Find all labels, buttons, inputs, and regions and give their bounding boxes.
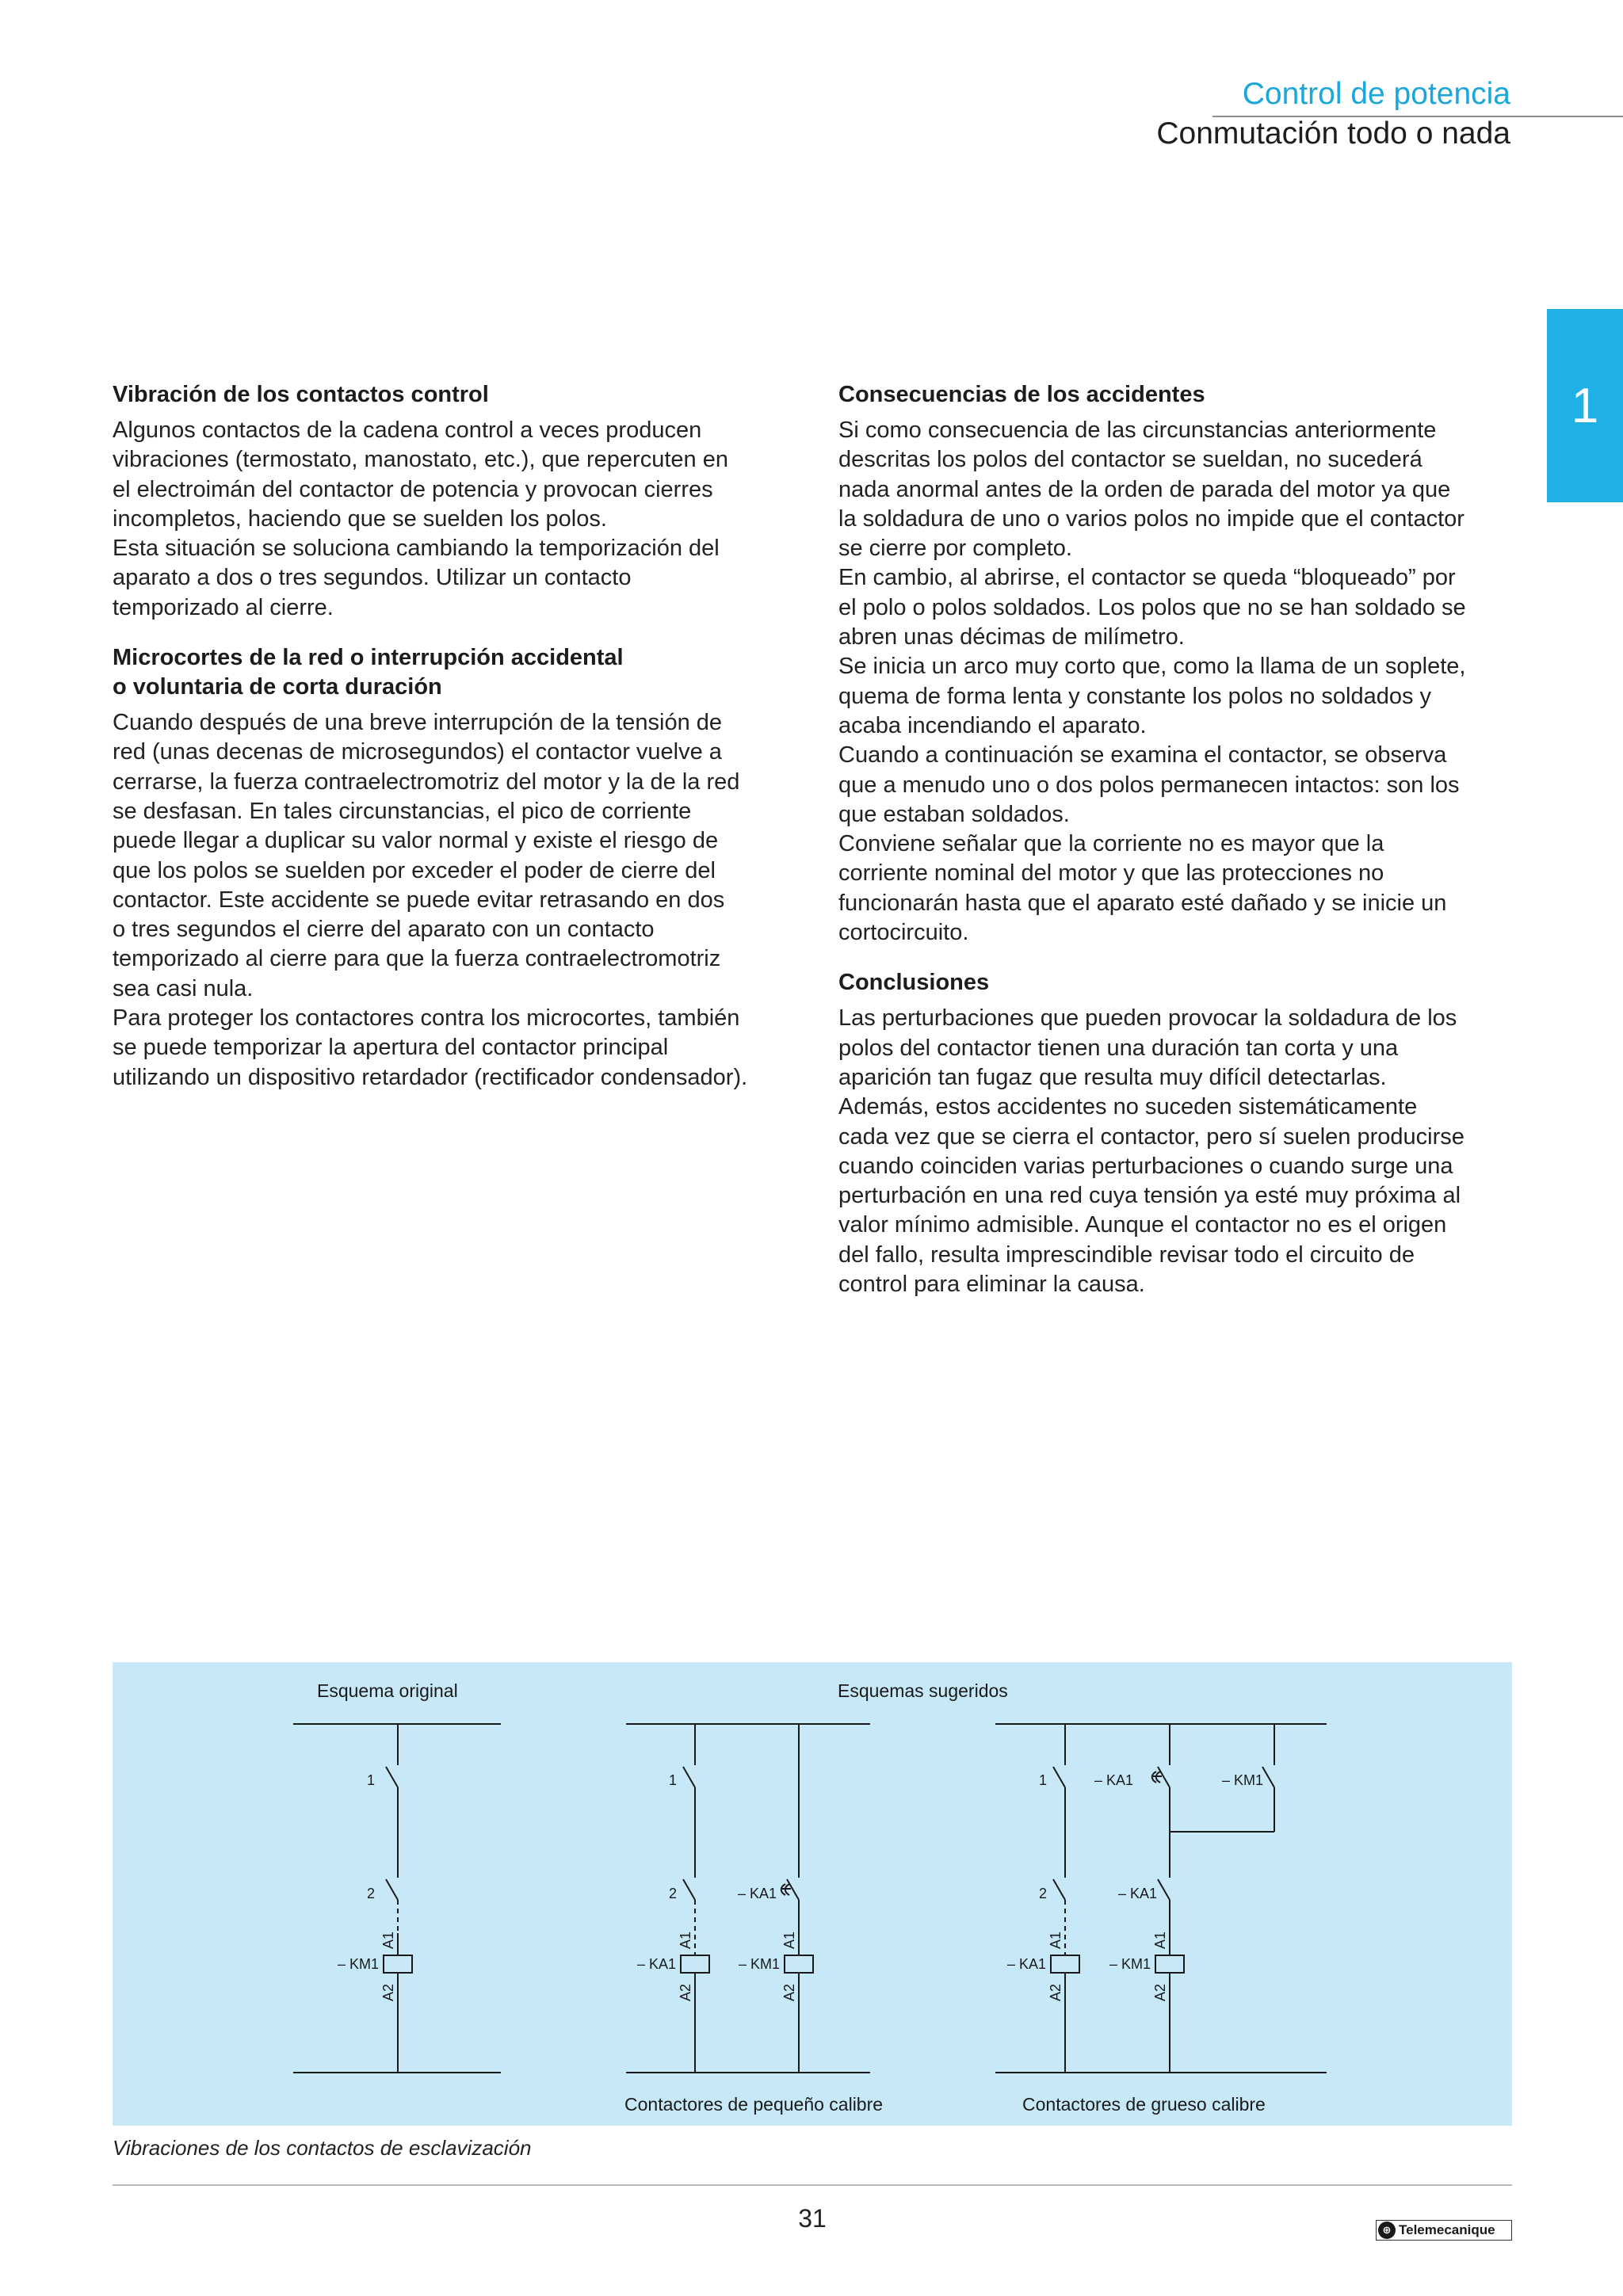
- caption-large-caliber: Contactores de grueso calibre: [1022, 2094, 1266, 2115]
- label-contact-2: 2: [1038, 1886, 1047, 1901]
- contact-km1-hold: [1262, 1767, 1274, 1787]
- label-a1: A1: [1048, 1931, 1064, 1949]
- heading-consecuencias: Consecuencias de los accidentes: [838, 382, 1205, 407]
- label-ka1: – KA1: [1117, 1886, 1157, 1901]
- heading-conclusiones: Conclusiones: [838, 970, 990, 996]
- page-number: 31: [798, 2204, 827, 2233]
- label-contact-1: 1: [366, 1772, 375, 1788]
- paragraph-microcortes: Cuando después de una breve interrupción de la tensión de red (unas decenas de microsegundos) el contactor vuelve a cerrarse, la fuerza contraelectromotriz del motor y la de la red se desfasan. En tales circunstancias, el pico de corriente puede llegar a duplicar su valor normal y existe el riesgo de que los polos se suelden por exceder el poder de cierre del contactor. Este accidente se puede evitar retrasando en dos o tres segundos el cierre del aparato con un contacto temporizado al cierre para que la fuerza contraelectromotriz sea casi nula. Para proteger los contactores contra los microcortes, también se puede temporizar la apertura del contactor principal utilizando un dispositivo retardador (rectificador condensador).: [113, 710, 748, 1090]
- circuit-diagram: [113, 1662, 1512, 2126]
- coil-km1: [1155, 1955, 1184, 1973]
- contact-1-symbol: [386, 1767, 398, 1787]
- label-contact-2: 2: [668, 1886, 677, 1901]
- circuit-large-caliber: [995, 1724, 1327, 2115]
- coil-ka1: [681, 1955, 709, 1973]
- label-ka1: – KA1: [737, 1886, 777, 1901]
- label-a2: A2: [1152, 1983, 1168, 2001]
- label-ka1: – KA1: [636, 1956, 676, 1972]
- footer-divider: [113, 2184, 1512, 2186]
- label-km1: – KM1: [738, 1956, 780, 1972]
- label-ka1: – KA1: [1094, 1772, 1133, 1788]
- title-esquema-original: Esquema original: [317, 1680, 458, 1701]
- coil-km1: [384, 1955, 412, 1973]
- label-contact-1: 1: [1038, 1772, 1047, 1788]
- paragraph-conclusiones: Las perturbaciones que pueden provocar la soldadura de los polos del contactor tienen una duración tan corta y una aparición tan fugaz que resulta muy difícil detectarlas. Además, estos accidentes no suceden sistemáticamente cada vez que se cierra el contactor, pero sí suelen producirse cuando coinciden varias perturbaciones o cuando surge una perturbación en una red cuya tensión ya esté muy próxima al valor mínimo admisible. Aunque el contactor no es el origen del fallo, resulta imprescindible revisar todo el circuito de control para eliminar la causa.: [838, 1005, 1465, 1298]
- label-a1: A1: [1152, 1931, 1168, 1949]
- heading-microcortes: Microcortes de la red o interrupción accidental o voluntaria de corta duración: [113, 645, 624, 700]
- label-a1: A1: [380, 1931, 396, 1949]
- figure-caption: Vibraciones de los contactos de esclavización: [113, 2136, 532, 2160]
- title-esquemas-sugeridos: Esquemas sugeridos: [838, 1680, 1008, 1701]
- label-a1: A1: [678, 1931, 693, 1949]
- label-contact-2: 2: [366, 1886, 375, 1901]
- circuit-original: [293, 1724, 501, 2073]
- brand-logo: [1376, 2220, 1512, 2241]
- label-km1: – KM1: [337, 1956, 379, 1972]
- circuit-diagram-figure: [113, 1662, 1512, 2126]
- section-subtitle: Conmutación todo o nada: [1156, 116, 1510, 151]
- right-column: [838, 380, 1536, 1320]
- coil-km1: [785, 1955, 813, 1973]
- section-title: Control de potencia: [1242, 77, 1510, 111]
- chapter-number: 1: [1571, 378, 1599, 433]
- label-a2: A2: [781, 1983, 797, 2001]
- label-a2: A2: [678, 1983, 693, 2001]
- coil-ka1: [1051, 1955, 1079, 1973]
- label-a2: A2: [1048, 1983, 1064, 2001]
- label-km1: – KM1: [1109, 1956, 1151, 1972]
- left-column: [113, 380, 810, 1113]
- brand-name: Telemecanique: [1399, 2222, 1495, 2237]
- chapter-tab[interactable]: [1547, 309, 1623, 502]
- label-km1: – KM1: [1221, 1772, 1263, 1788]
- heading-vibracion: Vibración de los contactos control: [113, 382, 489, 407]
- label-ka1: – KA1: [1006, 1956, 1046, 1972]
- label-contact-1: 1: [668, 1772, 677, 1788]
- label-a1: A1: [781, 1931, 797, 1949]
- contact-2-symbol: [386, 1879, 398, 1900]
- caption-small-caliber: Contactores de pequeño calibre: [624, 2094, 884, 2115]
- circuit-small-caliber: [624, 1724, 883, 2115]
- paragraph-vibracion: Algunos contactos de la cadena control a veces producen vibraciones (termostato, manostato, etc.), que repercuten en el electroimán del contactor de potencia y provocan cierres incompletos, haciendo que se suelden los polos. Esta situación se soluciona cambiando la temporización del aparato a dos o tres segundos. Utilizar un contacto temporizado al cierre.: [113, 418, 728, 620]
- label-a2: A2: [380, 1983, 396, 2001]
- paragraph-consecuencias: Si como consecuencia de las circunstancias anteriormente descritas los polos del contactor se sueldan, no sucederá nada anormal antes de la orden de parada del motor ya que la soldadura de uno o varios polos no impide que el contactor se cierre por completo. En cambio, al abrirse, el contactor se queda “bloqueado” por el polo o polos soldados. Los polos que no se han soldado se abren unas décimas de milímetro. Se inicia un arco muy corto que, como la llama de un soplete, quema de forma lenta y constante los polos no soldados y acaba incendiando el aparato. Cuando a continuación se examina el contactor, se observa que a menudo uno o dos polos permanecen intactos: son los que estaban soldados. Conviene señalar que la corriente no es mayor que la corriente nominal del motor y que las protecciones no funcionarán hasta que el aparato esté dañado y se inicie un cortocircuito.: [838, 418, 1466, 946]
- telemecanique-logo-icon: ⊕: [1378, 2222, 1396, 2239]
